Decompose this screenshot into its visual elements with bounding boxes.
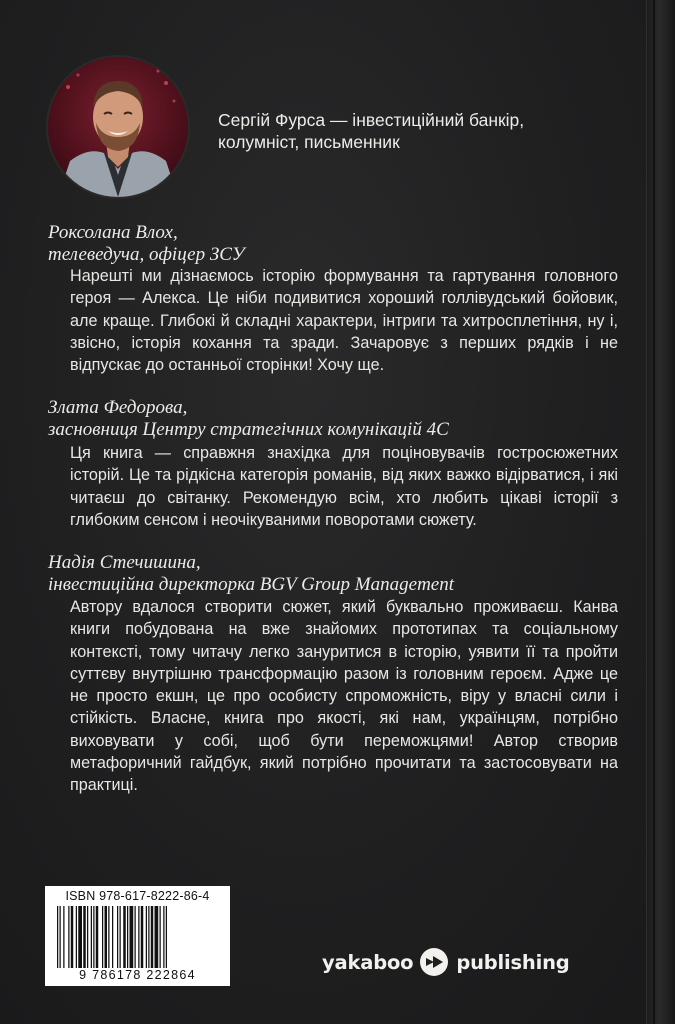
reviewer-name: Роксолана Влох, — [48, 222, 178, 243]
author-caption-line2: колумніст, письменник — [218, 132, 400, 152]
review-quote-3: Автору вдалося створити сюжет, який буквально проживаєш. Канва книги побудована на вже знайомих прототипах та соціальному контексті, тому читачу легко зануритися в історію, уявити її та пройти суттєву внутрішню трансформацію разом із головним героєм. Адже це не просто екшн, це про особисту спроможність, віру у власні сили і стійкість. Власне, книга про якості, які нам, українцям, потрібно виховувати у собі, щоб бути переможцями! Автор створив метафоричний гайдбук, який потрібно прочитати та застосовувати на практиці. — [70, 598, 618, 795]
yakaboo-arrow-icon — [419, 947, 449, 977]
reviewer-1 — [48, 222, 244, 266]
reviewer-role: інвестиційна директорка BGV Group Management — [48, 574, 455, 595]
reviewer-name: Надія Стечишина, — [48, 552, 201, 573]
author-photo — [48, 57, 188, 197]
isbn-label: ISBN 978-617-8222-86-4 — [65, 889, 210, 903]
isbn-barcode — [45, 886, 230, 986]
publisher-logo — [322, 944, 570, 980]
publisher-name-left: yakaboo — [322, 950, 414, 974]
spine-groove — [653, 0, 655, 1024]
barcode-bars — [57, 906, 218, 968]
review-quote-2: Ця книга — справжня знахідка для поціновувачів гостросюжетних історій. Це та рідкісна категорія романів, від яких важко відірватися, і які читаєш до світанку. Рекомендую всім, хто любить цікаві історії з глибоким сенсом і неочікуваними поворотами сюжету. — [70, 444, 618, 529]
reviewer-name: Злата Федорова, — [48, 397, 188, 418]
barcode-digits: 9 786178 222864 — [79, 968, 196, 982]
author-caption-line1: Сергій Фурса — інвестиційний банкір, — [218, 110, 525, 130]
reviewer-role: телеведуча, офіцер ЗСУ — [48, 244, 245, 265]
reviewer-role: засновниця Центру стратегічних комунікацій 4С — [48, 419, 449, 440]
author-caption — [218, 109, 598, 153]
spine-edge — [646, 0, 675, 1024]
publisher-name-right: publishing — [456, 950, 570, 974]
reviewer-3 — [48, 552, 454, 596]
reviewer-2 — [48, 397, 449, 441]
review-quote-1: Нарешті ми дізнаємось історію формування та гартування головного героя — Алекса. Це ніби подивитися хороший голлівудський бойовик, але краще. Глибокі й складні характери, інтриги та хитросплетіння, ну і, звісно, історія кохання та зради. Зачаровує з перших рядків і не відпускає до останньої сторінки! Хочу ще. — [70, 267, 618, 375]
